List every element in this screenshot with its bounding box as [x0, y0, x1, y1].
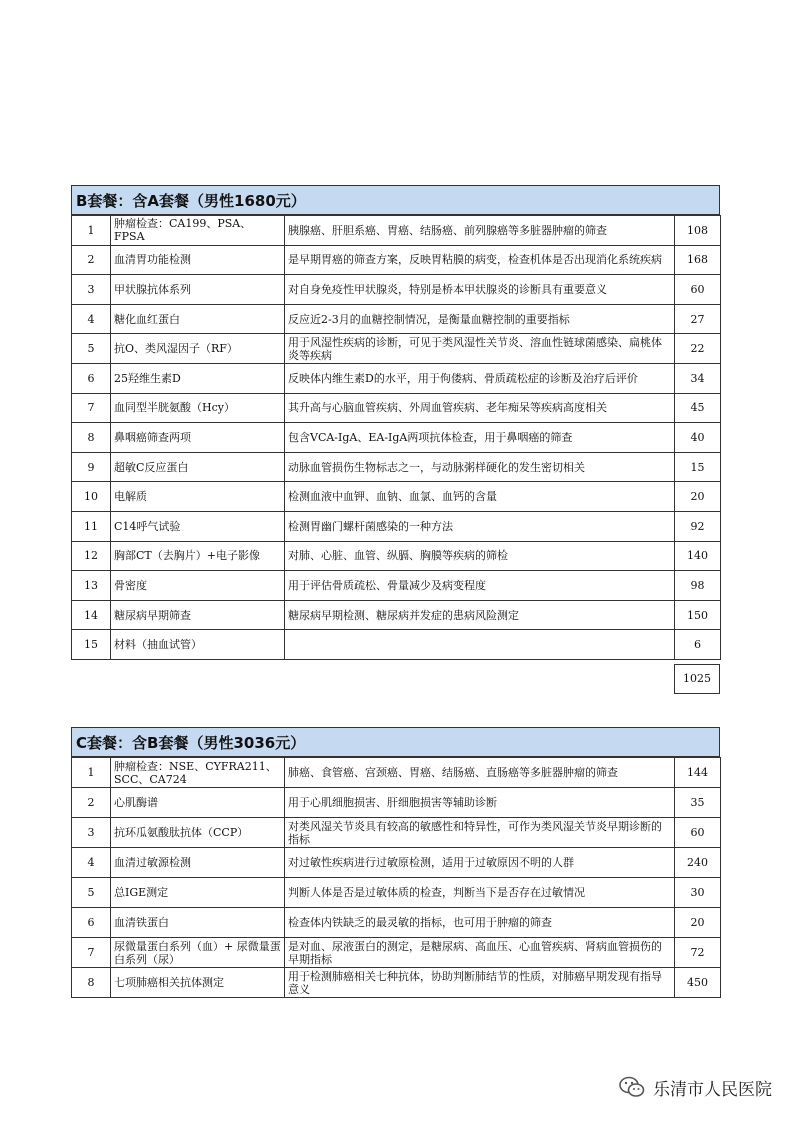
table-row [72, 452, 721, 482]
watermark-text: 乐清市人民医院 [653, 1079, 772, 1100]
item-price: 144 [675, 758, 721, 788]
row-number: 8 [72, 968, 111, 998]
item-price: 168 [675, 245, 721, 275]
table-row [72, 788, 721, 818]
row-number: 2 [72, 245, 111, 275]
item-price: 35 [675, 788, 721, 818]
row-number: 7 [72, 393, 111, 423]
row-number: 1 [72, 758, 111, 788]
package-b-title: B套餐：含A套餐（男性1680元） [71, 185, 720, 215]
row-number: 9 [72, 452, 111, 482]
item-description: 对自身免疫性甲状腺炎，特别是桥本甲状腺炎的诊断具有重要意义 [285, 275, 675, 305]
package-c-table [71, 757, 721, 998]
row-number: 11 [72, 511, 111, 541]
item-description: 用于评估骨质疏松、骨量减少及病变程度 [285, 571, 675, 601]
item-price: 40 [675, 423, 721, 453]
item-price: 140 [675, 541, 721, 571]
item-name: 肿瘤检查：NSE、CYFRA211、SCC、CA724 [111, 758, 285, 788]
item-name: 血同型半胱氨酸（Hcy） [111, 393, 285, 423]
item-name: 材料（抽血试管） [111, 630, 285, 660]
table-row [72, 600, 721, 630]
item-description: 判断人体是否是过敏体质的检查，判断当下是否存在过敏情况 [285, 878, 675, 908]
item-name: 血清过敏源检测 [111, 848, 285, 878]
table-row [72, 818, 721, 848]
item-description: 反应近2-3月的血糖控制情况，是衡量血糖控制的重要指标 [285, 304, 675, 334]
table-row [72, 334, 721, 364]
item-name: 血清胃功能检测 [111, 245, 285, 275]
table-row [72, 630, 721, 660]
item-name: 七项肺癌相关抗体测定 [111, 968, 285, 998]
table-row [72, 275, 721, 305]
item-name: 糖化血红蛋白 [111, 304, 285, 334]
table-row [72, 393, 721, 423]
item-description: 其升高与心脑血管疾病、外周血管疾病、老年痴呆等疾病高度相关 [285, 393, 675, 423]
item-description: 胰腺癌、肝胆系癌、胃癌、结肠癌、前列腺癌等多脏器肿瘤的筛查 [285, 216, 675, 246]
table-row [72, 423, 721, 453]
table-row [72, 363, 721, 393]
item-description [285, 630, 675, 660]
item-description: 检查体内铁缺乏的最灵敏的指标，也可用于肿瘤的筛查 [285, 908, 675, 938]
item-price: 34 [675, 363, 721, 393]
row-number: 12 [72, 541, 111, 571]
item-name: 甲状腺抗体系列 [111, 275, 285, 305]
row-number: 10 [72, 482, 111, 512]
item-price: 60 [675, 818, 721, 848]
row-number: 5 [72, 878, 111, 908]
item-description: 检测胃幽门螺杆菌感染的一种方法 [285, 511, 675, 541]
item-name: 抗环瓜氨酸肽抗体（CCP） [111, 818, 285, 848]
item-price: 240 [675, 848, 721, 878]
row-number: 5 [72, 334, 111, 364]
table-row [72, 758, 721, 788]
package-b [71, 185, 720, 660]
item-name: 总IGE测定 [111, 878, 285, 908]
item-name: 25羟维生素D [111, 363, 285, 393]
item-name: 血清铁蛋白 [111, 908, 285, 938]
table-row [72, 216, 721, 246]
row-number: 6 [72, 908, 111, 938]
item-price: 92 [675, 511, 721, 541]
item-name: 心肌酶谱 [111, 788, 285, 818]
table-row [72, 571, 721, 601]
package-b-table [71, 215, 721, 660]
row-number: 6 [72, 363, 111, 393]
item-description: 用于心肌细胞损害、肝细胞损害等辅助诊断 [285, 788, 675, 818]
item-price: 450 [675, 968, 721, 998]
item-description: 对类风湿关节炎具有较高的敏感性和特异性，可作为类风湿关节炎早期诊断的指标 [285, 818, 675, 848]
item-price: 60 [675, 275, 721, 305]
item-name: 抗O、类风湿因子（RF） [111, 334, 285, 364]
row-number: 14 [72, 600, 111, 630]
row-number: 4 [72, 304, 111, 334]
item-name: 肿瘤检查：CA199、PSA、FPSA [111, 216, 285, 246]
item-description: 反映体内维生素D的水平，用于佝偻病、骨质疏松症的诊断及治疗后评价 [285, 363, 675, 393]
item-price: 150 [675, 600, 721, 630]
item-price: 20 [675, 908, 721, 938]
item-price: 72 [675, 938, 721, 968]
table-row [72, 848, 721, 878]
row-number: 3 [72, 818, 111, 848]
item-name: 鼻咽癌筛查两项 [111, 423, 285, 453]
item-description: 糖尿病早期检测、糖尿病并发症的患病风险测定 [285, 600, 675, 630]
row-number: 2 [72, 788, 111, 818]
row-number: 1 [72, 216, 111, 246]
item-name: 超敏C反应蛋白 [111, 452, 285, 482]
item-price: 108 [675, 216, 721, 246]
item-description: 对肺、心脏、血管、纵膈、胸膜等疾病的筛检 [285, 541, 675, 571]
watermark [619, 1072, 772, 1102]
table-row [72, 878, 721, 908]
row-number: 8 [72, 423, 111, 453]
item-price: 22 [675, 334, 721, 364]
item-price: 15 [675, 452, 721, 482]
item-description: 包含VCA-IgA、EA-IgA两项抗体检查，用于鼻咽癌的筛查 [285, 423, 675, 453]
row-number: 3 [72, 275, 111, 305]
table-row [72, 968, 721, 998]
item-description: 肺癌、食管癌、宫颈癌、胃癌、结肠癌、直肠癌等多脏器肿瘤的筛查 [285, 758, 675, 788]
item-name: 糖尿病早期筛查 [111, 600, 285, 630]
item-name: 尿微量蛋白系列（血）+ 尿微量蛋白系列（尿） [111, 938, 285, 968]
table-row [72, 511, 721, 541]
item-name: 骨密度 [111, 571, 285, 601]
item-price: 30 [675, 878, 721, 908]
item-description: 是对血、尿液蛋白的测定，是糖尿病、高血压、心血管疾病、肾病血管损伤的早期指标 [285, 938, 675, 968]
table-row [72, 245, 721, 275]
package-c-title: C套餐：含B套餐（男性3036元） [71, 727, 720, 757]
item-price: 98 [675, 571, 721, 601]
package-c [71, 727, 720, 998]
item-description: 用于检测肺癌相关七种抗体，协助判断肺结节的性质，对肺癌早期发现有指导意义 [285, 968, 675, 998]
item-price: 45 [675, 393, 721, 423]
item-name: 胸部CT（去胸片）+电子影像 [111, 541, 285, 571]
wechat-icon [619, 1076, 645, 1098]
item-price: 27 [675, 304, 721, 334]
item-description: 用于风湿性疾病的诊断，可见于类风湿性关节炎、溶血性链球菌感染、扁桃体炎等疾病 [285, 334, 675, 364]
table-row [72, 908, 721, 938]
item-price: 20 [675, 482, 721, 512]
package-b-total: 1025 [674, 664, 720, 694]
item-description: 是早期胃癌的筛查方案，反映胃粘膜的病变，检查机体是否出现消化系统疾病 [285, 245, 675, 275]
table-row [72, 482, 721, 512]
row-number: 4 [72, 848, 111, 878]
item-price: 6 [675, 630, 721, 660]
item-name: 电解质 [111, 482, 285, 512]
table-row [72, 304, 721, 334]
item-description: 动脉血管损伤生物标志之一，与动脉粥样硬化的发生密切相关 [285, 452, 675, 482]
row-number: 13 [72, 571, 111, 601]
item-description: 检测血液中血钾、血钠、血氯、血钙的含量 [285, 482, 675, 512]
table-row [72, 541, 721, 571]
row-number: 15 [72, 630, 111, 660]
item-name: C14呼气试验 [111, 511, 285, 541]
row-number: 7 [72, 938, 111, 968]
table-row [72, 938, 721, 968]
item-description: 对过敏性疾病进行过敏原检测，适用于过敏原因不明的人群 [285, 848, 675, 878]
